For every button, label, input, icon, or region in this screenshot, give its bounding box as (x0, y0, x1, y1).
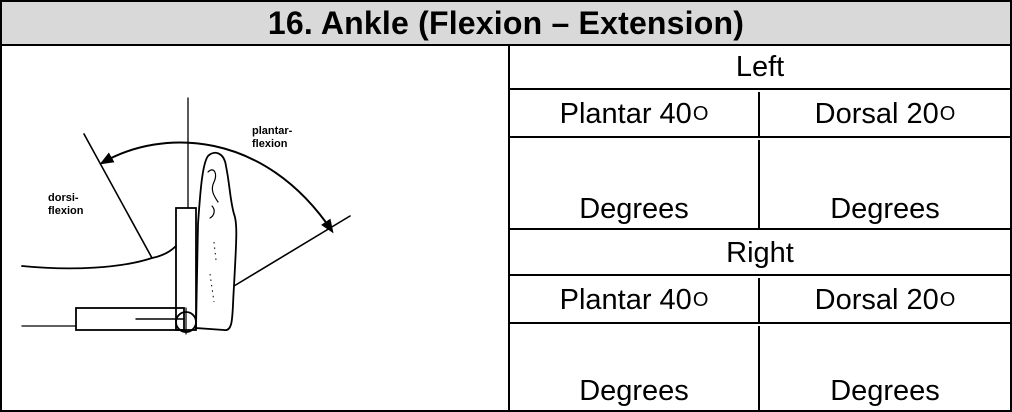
ankle-motion-diagram (2, 46, 508, 410)
right-dorsal-header-text: Dorsal 20 (814, 283, 939, 316)
left-side-label-text: Left (735, 50, 785, 83)
dorsiflexion-limit-line (84, 134, 152, 258)
toe-detail (208, 170, 218, 218)
left-plantar-degrees-text: Degrees (579, 193, 689, 225)
plantarflexion-limit-line (234, 216, 350, 286)
right-side-label (510, 232, 1010, 276)
ankle-diagram-cell (2, 46, 510, 410)
left-side-label (510, 46, 1010, 90)
left-plantar-degrees-field[interactable] (510, 140, 760, 230)
left-dorsal-header: Dorsal 20 O (760, 92, 1010, 138)
left-plantar-header-text: Plantar 40 (559, 97, 692, 130)
measurement-grid (510, 46, 1010, 410)
foot-outline (196, 153, 236, 330)
dorsiflexion-label-line2: flexion (48, 205, 84, 217)
right-plantar-degrees-text: Degrees (579, 375, 689, 407)
right-plantar-degrees-field[interactable] (510, 326, 760, 410)
left-dorsal-degrees-field[interactable] (760, 140, 1010, 230)
left-dorsal-degrees-text: Degrees (830, 193, 940, 225)
right-side-label-text: Right (726, 236, 794, 269)
right-plantar-header-text: Plantar 40 (559, 283, 692, 316)
right-dorsal-degrees-text: Degrees (830, 375, 940, 407)
left-dorsal-header-text: Dorsal 20 (814, 97, 939, 130)
plantarflexion-label-line2: flexion (252, 138, 288, 150)
left-plantar-header: Plantar 40 O (510, 92, 760, 138)
section-title: 16. Ankle (Flexion – Extension) (2, 2, 1010, 46)
plantarflexion-label-line1: plantar- (252, 125, 293, 137)
calf-outline (22, 246, 176, 268)
motion-arc (102, 142, 332, 231)
dorsiflexion-label-line1: dorsi- (48, 192, 79, 204)
right-dorsal-degrees-field[interactable] (760, 326, 1010, 410)
right-plantar-header: Plantar 40 O (510, 278, 760, 324)
right-dorsal-header: Dorsal 20 O (760, 278, 1010, 324)
